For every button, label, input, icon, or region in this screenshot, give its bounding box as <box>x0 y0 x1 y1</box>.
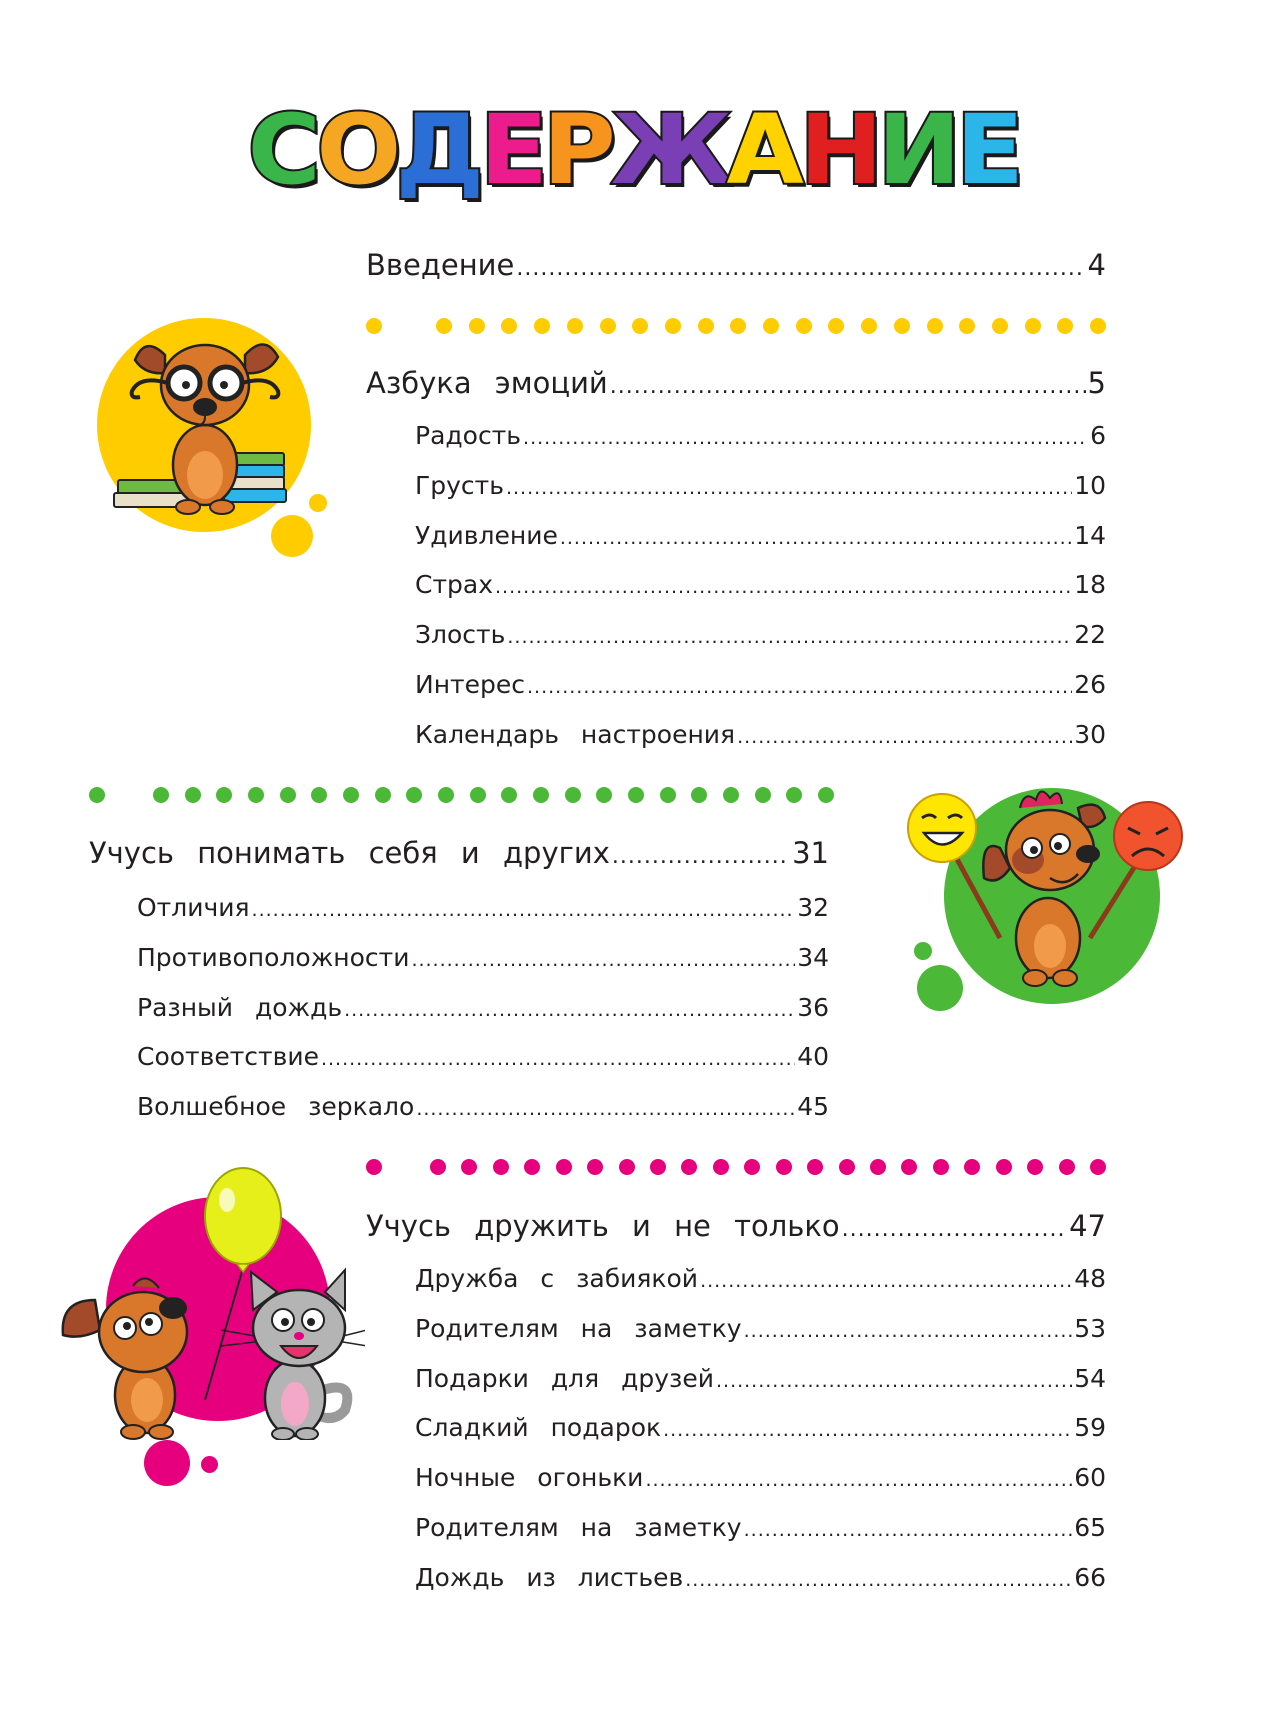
separator-dot <box>744 1159 760 1175</box>
separator-dot <box>698 318 714 334</box>
toc-entry-page: 53 <box>1074 1313 1106 1343</box>
separator-dot <box>469 318 485 334</box>
separator-dot <box>493 1159 509 1175</box>
toc-entry[interactable] <box>415 1311 1106 1347</box>
toc-entry-label: Отличия <box>137 893 250 922</box>
separator-dot <box>565 787 581 803</box>
toc-entry-label: Противоположности <box>137 942 410 972</box>
separator-dot <box>567 318 583 334</box>
title-letter: С <box>247 94 320 206</box>
toc-entry-page: 22 <box>1074 620 1106 650</box>
toc-entry-page: 10 <box>1074 470 1106 500</box>
separator-dot <box>755 787 771 803</box>
toc-entry-page: 31 <box>792 836 829 870</box>
separator-dot <box>89 787 105 803</box>
separator-dot <box>366 1159 382 1175</box>
separator-dot <box>1090 318 1106 334</box>
toc-entry-label: Ночные огоньки <box>415 1463 644 1493</box>
title-letter: А <box>726 94 802 206</box>
dot-leader <box>612 837 790 877</box>
separator-dot <box>681 1159 697 1175</box>
toc-entry[interactable] <box>137 940 829 976</box>
separator-dot <box>807 1159 823 1175</box>
toc-entry-label: Интерес <box>415 670 525 699</box>
separator-dot <box>818 787 834 803</box>
toc-entry-label: Грусть <box>415 470 504 500</box>
toc-section-title[interactable] <box>89 833 829 873</box>
toc-entry-page: 32 <box>797 893 829 922</box>
dot-leader <box>737 719 1072 755</box>
separator-dot <box>533 787 549 803</box>
separator-dot <box>1090 1159 1106 1175</box>
toc-entry-label: Радость <box>415 421 522 450</box>
dot-leader <box>560 520 1072 556</box>
toc-entry[interactable] <box>415 468 1106 504</box>
dot-leader <box>321 1041 795 1077</box>
separator-dot <box>534 318 550 334</box>
dot-leader <box>516 249 1085 289</box>
separator-dot <box>959 318 975 334</box>
toc-entry-page: 54 <box>1074 1363 1106 1393</box>
yellow-bubble-small <box>309 494 327 512</box>
separator-dot <box>723 787 739 803</box>
toc-entry[interactable] <box>137 990 829 1026</box>
separator-dot <box>185 787 201 803</box>
toc-entry-page: 48 <box>1074 1264 1106 1293</box>
dot-leader <box>507 619 1072 655</box>
toc-entry[interactable] <box>415 1410 1106 1446</box>
toc-entry-label: Дружба с забиякой <box>415 1264 699 1293</box>
separator-dot <box>1025 318 1041 334</box>
dot-separator-magenta <box>366 1159 1106 1177</box>
toc-entry-label: Календарь настроения <box>415 719 736 749</box>
toc-entry-label: Страх <box>415 570 494 600</box>
separator-dot <box>839 1159 855 1175</box>
separator-dot <box>763 318 779 334</box>
separator-dot <box>587 1159 603 1175</box>
dot-leader <box>344 992 795 1028</box>
dot-leader <box>527 669 1072 705</box>
separator-dot <box>730 318 746 334</box>
toc-entry-page: 34 <box>797 942 829 972</box>
separator-dot <box>556 1159 572 1175</box>
dot-leader <box>685 1562 1072 1598</box>
magenta-bubble-small <box>201 1456 218 1473</box>
separator-dot <box>927 318 943 334</box>
separator-dot <box>524 1159 540 1175</box>
separator-dot <box>343 787 359 803</box>
separator-dot <box>619 1159 635 1175</box>
toc-entry-page: 40 <box>797 1042 829 1072</box>
dot-leader <box>744 1313 1073 1349</box>
toc-entry-label: Волшебное зеркало <box>137 1092 415 1122</box>
dot-leader <box>523 420 1088 456</box>
toc-entry-page: 47 <box>1069 1209 1106 1243</box>
dog-and-cat-with-balloon-illustration <box>55 1160 365 1440</box>
toc-entry-page: 4 <box>1087 248 1106 282</box>
toc-entry-label: Разный дождь <box>137 992 343 1022</box>
separator-dot <box>796 318 812 334</box>
toc-entry[interactable] <box>415 1361 1106 1397</box>
toc-entry-page: 65 <box>1074 1513 1106 1542</box>
separator-dot <box>786 787 802 803</box>
separator-dot <box>713 1159 729 1175</box>
toc-entry-label: Учусь понимать себя и других <box>89 836 610 870</box>
title-letter: Д <box>395 94 483 206</box>
title-letter: Е <box>955 94 1023 206</box>
toc-entry-page: 59 <box>1074 1413 1106 1443</box>
toc-entry-label: Дождь из листьев <box>415 1562 684 1592</box>
separator-dot <box>628 787 644 803</box>
separator-dot <box>501 787 517 803</box>
separator-dot <box>992 318 1008 334</box>
separator-dot <box>964 1159 980 1175</box>
dot-separator-green <box>89 787 834 805</box>
dot-leader <box>252 892 796 928</box>
separator-dot <box>691 787 707 803</box>
toc-entry-label: Злость <box>415 620 506 650</box>
separator-dot <box>861 318 877 334</box>
toc-entry-label: Подарки для друзей <box>415 1363 714 1393</box>
toc-entry[interactable] <box>137 890 829 926</box>
toc-entry[interactable] <box>415 717 1106 753</box>
separator-dot <box>1059 1159 1075 1175</box>
title-letter: Н <box>798 94 881 206</box>
toc-entry-page: 36 <box>797 992 829 1022</box>
separator-dot <box>1057 318 1073 334</box>
separator-dot <box>996 1159 1012 1175</box>
magenta-bubble-large <box>144 1440 190 1486</box>
toc-entry-page: 60 <box>1074 1463 1106 1493</box>
dot-leader <box>610 367 1086 407</box>
toc-entry[interactable] <box>415 1560 1106 1596</box>
toc-entry[interactable] <box>415 1261 1106 1297</box>
dot-leader <box>842 1210 1067 1250</box>
separator-dot <box>660 787 676 803</box>
dot-leader <box>645 1462 1072 1498</box>
separator-dot <box>933 1159 949 1175</box>
toc-entry-label: Соответствие <box>137 1042 319 1072</box>
toc-entry-page: 14 <box>1074 520 1106 550</box>
separator-dot <box>828 318 844 334</box>
toc-entry-label: Сладкий подарок <box>415 1413 662 1443</box>
toc-entry[interactable] <box>415 1510 1106 1546</box>
title-letter: Е <box>479 94 546 206</box>
toc-entry-label: Введение <box>366 248 515 282</box>
separator-dot <box>632 318 648 334</box>
separator-dot <box>501 318 517 334</box>
separator-dot <box>406 787 422 803</box>
dot-leader <box>744 1512 1073 1548</box>
separator-dot <box>600 318 616 334</box>
dog-with-emoji-lollipops-illustration <box>900 778 1210 998</box>
toc-entry-label: Учусь дружить и не только <box>366 1209 840 1243</box>
toc-entry-page: 45 <box>797 1092 829 1122</box>
separator-dot <box>1027 1159 1043 1175</box>
toc-entry[interactable] <box>415 667 1106 703</box>
separator-dot <box>894 318 910 334</box>
separator-dot <box>665 318 681 334</box>
dot-leader <box>495 569 1072 605</box>
separator-dot <box>430 1159 446 1175</box>
separator-dot <box>650 1159 666 1175</box>
toc-entry[interactable] <box>137 1039 829 1075</box>
separator-dot <box>776 1159 792 1175</box>
toc-entry[interactable] <box>415 567 1106 603</box>
title-letter: О <box>316 94 399 206</box>
separator-dot <box>596 787 612 803</box>
dot-leader <box>416 1091 795 1127</box>
separator-dot <box>366 318 382 334</box>
dot-leader <box>700 1263 1072 1299</box>
toc-section-title[interactable] <box>366 1206 1106 1246</box>
dog-with-glasses-illustration <box>110 325 300 525</box>
page-title <box>0 90 1270 210</box>
toc-section-title[interactable] <box>366 363 1106 403</box>
toc-entry-page: 6 <box>1090 421 1106 450</box>
toc-entry-intro[interactable] <box>366 245 1106 285</box>
toc-entry-page: 30 <box>1074 719 1106 749</box>
toc-entry-label: Родителям на заметку <box>415 1313 742 1343</box>
dot-leader <box>506 470 1072 506</box>
toc-entry[interactable] <box>415 1460 1106 1496</box>
toc-entry[interactable] <box>137 1089 829 1125</box>
separator-dot <box>461 1159 477 1175</box>
separator-dot <box>901 1159 917 1175</box>
dot-leader <box>411 942 795 978</box>
separator-dot <box>870 1159 886 1175</box>
toc-entry-page: 26 <box>1074 670 1106 699</box>
separator-dot <box>216 787 232 803</box>
separator-dot <box>438 787 454 803</box>
title-letter: Р <box>542 94 615 206</box>
separator-dot <box>280 787 296 803</box>
toc-entry[interactable] <box>415 617 1106 653</box>
toc-entry-page: 18 <box>1074 570 1106 600</box>
separator-dot <box>153 787 169 803</box>
toc-entry-label: Удивление <box>415 520 558 550</box>
separator-dot <box>375 787 391 803</box>
toc-entry-label: Азбука эмоций <box>366 366 608 400</box>
dot-separator-yellow <box>366 318 1106 336</box>
dot-leader <box>663 1412 1072 1448</box>
separator-dot <box>470 787 486 803</box>
dot-leader <box>716 1363 1072 1399</box>
toc-entry[interactable] <box>415 418 1106 454</box>
title-letter: И <box>877 94 959 206</box>
toc-entry-page: 5 <box>1087 366 1106 400</box>
toc-entry[interactable] <box>415 518 1106 554</box>
title-letter: Ж <box>610 94 731 206</box>
separator-dot <box>436 318 452 334</box>
separator-dot <box>248 787 264 803</box>
toc-entry-label: Родителям на заметку <box>415 1513 742 1542</box>
toc-entry-page: 66 <box>1074 1562 1106 1592</box>
separator-dot <box>311 787 327 803</box>
